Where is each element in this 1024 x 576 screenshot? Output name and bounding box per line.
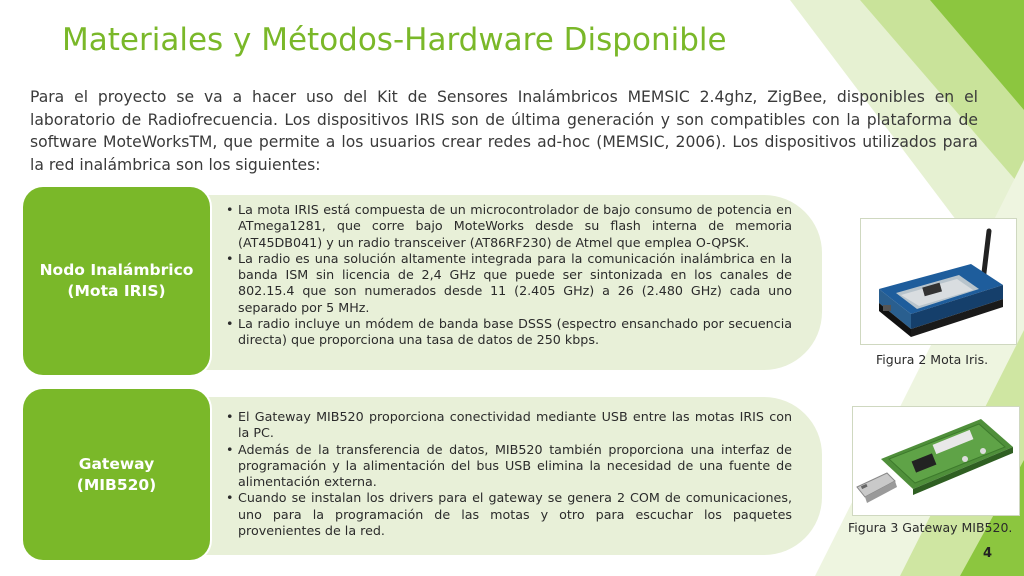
iris-mote-illustration [861,219,1016,344]
bullet-list-iris [226,202,792,349]
section-label-iris [23,187,210,375]
iris-mote-photo [860,218,1017,345]
figure-caption-iris: Figura 2 Mota Iris. [876,352,989,367]
section-label-line1: Nodo Inalámbrico [39,261,194,279]
bullet-item: • Cuando se instalan los drivers para el gateway se genera 2 COM de comunicaciones, uno para la programación de las motas y otro para escuchar los paquetes provenientes de la red. [226,490,792,539]
gateway-mib520-photo [852,406,1020,516]
bullet-item: • La radio incluye un módem de banda base DSSS (espectro ensanchado por secuencia directa) que proporciona una tasa de datos de 250 kbps. [226,316,792,349]
section-label-gateway [23,389,210,560]
page-number: 4 [983,546,993,561]
bullet-item: • El Gateway MIB520 proporciona conectividad mediante USB entre las motas IRIS con la PC. [226,409,792,442]
bullet-item: • La radio es una solución altamente integrada para la comunicación inalámbrica en la banda ISM sin licencia de 2,4 GHz que puede ser sintonizada en los canales de 802.15.4 que son numerados desde 11 (2.405 GHz) a 26 (2.480 GHz) cada uno separado por 5 MHz. [226,251,792,316]
section-label-line1: Gateway [78,454,155,473]
deco-left-margin [0,0,12,576]
gateway-illustration [853,407,1019,515]
bullet-item: • La mota IRIS está compuesta de un microcontrolador de bajo consumo de potencia en ATmega1281, que corre bajo MoteWorks desde su flash interna de memoria (AT45DB041) y un radio transceiver (AT86RF230) de Atmel que emplea O-QPSK. [226,202,792,251]
section-label-line2: (Mota IRIS) [67,282,166,300]
section-label-line2: (MIB520) [76,475,157,494]
slide-title: Materiales y Métodos-Hardware Disponible [62,22,727,58]
figure-caption-gateway: Figura 3 Gateway MIB520. [848,520,1013,535]
bullet-item: • Además de la transferencia de datos, MIB520 también proporciona una interfaz de programación y la alimentación del bus USB elimina la necesidad de una fuente de alimentación externa. [226,442,792,491]
intro-paragraph: Para el proyecto se va a hacer uso del Kit de Sensores Inalámbricos MEMSIC 2.4ghz, ZigBee, disponibles en el laboratorio de Radiofrecuencia. Los dispositivos IRIS son de última generación y son compatibles con la plataforma de software MoteWorksTM, que permite a los usuarios crear redes ad-hoc (MEMSIC, 2006). Los dispositivos utilizados para la red inalámbrica son los siguientes: [30,88,978,174]
bullet-list-gateway [226,409,792,539]
